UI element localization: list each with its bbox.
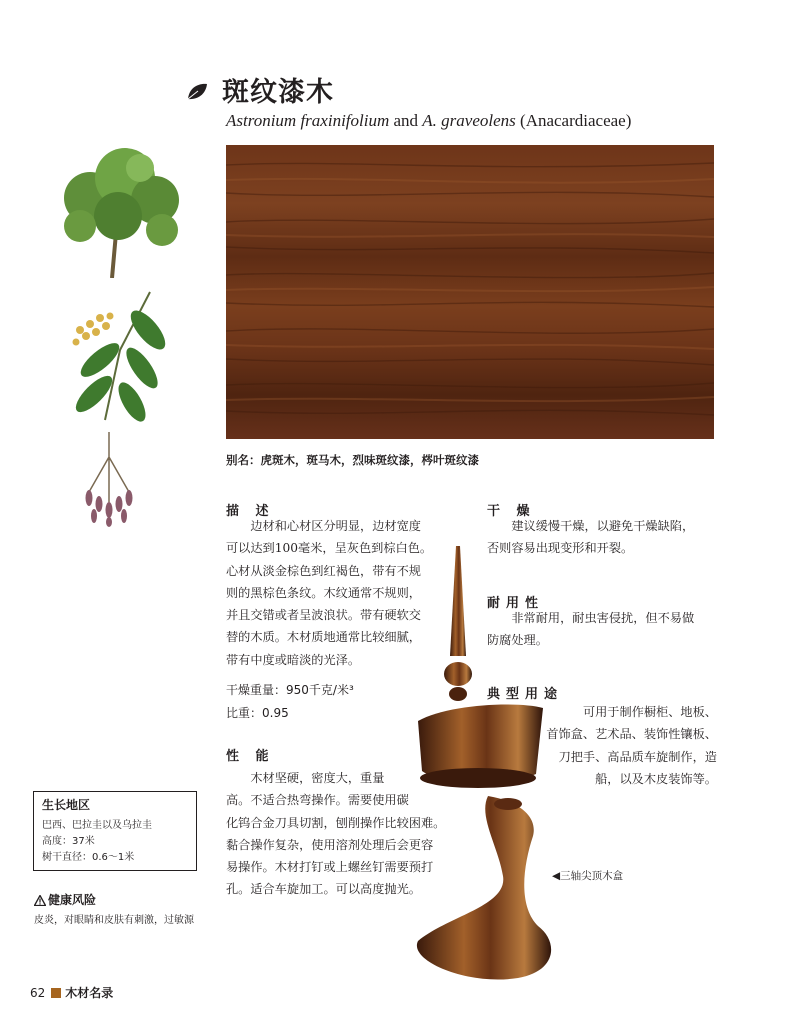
drying-line: 否则容易出现变形和开裂。 <box>487 541 634 556</box>
scientific-name <box>226 111 631 131</box>
performance-line: 高。不适合热弯操作。需要使用碳 <box>226 793 409 808</box>
description-text <box>226 515 476 671</box>
description-line: 带有中度或暗淡的光泽。 <box>226 652 361 667</box>
footer-marker <box>51 988 61 998</box>
durability-text <box>487 607 727 652</box>
drying-line: 建议缓慢干燥，以避免干燥缺陷， <box>487 519 695 533</box>
growth-region-countries: 巴西、巴拉圭以及乌拉圭 <box>42 820 152 831</box>
growth-region-height: 高度：37米 <box>42 836 95 847</box>
specific-gravity: 比重：0.95 <box>226 706 289 720</box>
performance-line: 木材坚硬，密度大，重量 <box>226 771 385 785</box>
drying-heading: 干 燥 <box>487 504 536 519</box>
performance-text <box>226 767 476 901</box>
drying-text <box>487 515 727 560</box>
page-footer <box>30 984 113 1001</box>
health-risk <box>34 891 194 926</box>
durability-line: 防腐处理。 <box>487 633 548 648</box>
performance-line: 易操作。木材打钉或上螺丝钉需要预打 <box>226 860 434 875</box>
description-line: 替的木质。木材质地通常比较细腻， <box>226 630 421 645</box>
uses-text <box>487 701 717 790</box>
page-number: 62 <box>30 986 46 1000</box>
leaf-branch-illustration <box>60 290 180 425</box>
uses-line: 船，以及木皮装饰等。 <box>595 771 717 786</box>
performance-line: 孔。适合车旋加工。可以高度抛光。 <box>226 882 421 897</box>
photo-caption: ◀三轴尖顶木盒 <box>552 870 624 882</box>
footer-section-label: 木材名录 <box>65 986 114 1000</box>
durability-line: 非常耐用，耐虫害侵扰，但不易做 <box>487 611 695 625</box>
uses-line: 刀把手、高品质车旋制作，造 <box>558 749 717 764</box>
species-name-2: A. graveolens <box>422 111 516 130</box>
durability-heading: 耐用性 <box>487 596 545 611</box>
description-line: 可以达到100毫米，呈灰色到棕白色。 <box>226 541 433 556</box>
growth-region-box <box>33 791 197 871</box>
growth-region-diameter: 树干直径：0.6～1米 <box>42 852 135 863</box>
species-conjunction: and <box>393 111 419 130</box>
page-title: 斑纹漆木 <box>222 77 334 108</box>
uses-heading: 典型用途 <box>487 687 564 702</box>
family-name: (Anacardiaceae) <box>520 111 632 130</box>
growth-region-title: 生长地区 <box>42 798 91 812</box>
description-line: 则的黑棕色条纹。木纹通常不规则， <box>226 585 421 600</box>
performance-heading: 性 能 <box>226 749 275 764</box>
performance-line: 化钨合金刀具切割，刨削操作比较困难。 <box>226 815 446 830</box>
species-name-1: Astronium fraxinifolium <box>226 111 390 130</box>
wood-grain-swatch <box>226 145 714 439</box>
description-line: 心材从淡金棕色到红褐色，带有不规 <box>226 563 421 578</box>
health-risk-label: 健康风险 <box>48 893 97 907</box>
dry-weight: 干燥重量：950千克/米³ <box>226 683 354 697</box>
tree-illustration <box>50 138 190 278</box>
uses-line: 首饰盒、艺术品、装饰性镶板、 <box>546 727 717 742</box>
warning-triangle-icon <box>34 895 46 906</box>
aliases: 别名：虎斑木，斑马木，烈味斑纹漆，梣叶斑纹漆 <box>226 453 479 467</box>
uses-line: 可用于制作橱柜、地板、 <box>582 705 717 719</box>
performance-line: 黏合操作复杂，使用溶剂处理后会更容 <box>226 837 434 852</box>
description-line: 边材和心材区分明显，边材宽度 <box>226 519 421 533</box>
health-risk-title <box>34 891 194 908</box>
health-risk-text: 皮炎，对眼睛和皮肤有刺激，过敏源 <box>34 915 194 926</box>
description-line: 并且交错或者呈波浪状。带有硬软交 <box>226 608 421 623</box>
seed-cluster-illustration <box>74 432 144 527</box>
description-heading: 描 述 <box>226 504 275 519</box>
leaf-icon <box>186 82 208 102</box>
